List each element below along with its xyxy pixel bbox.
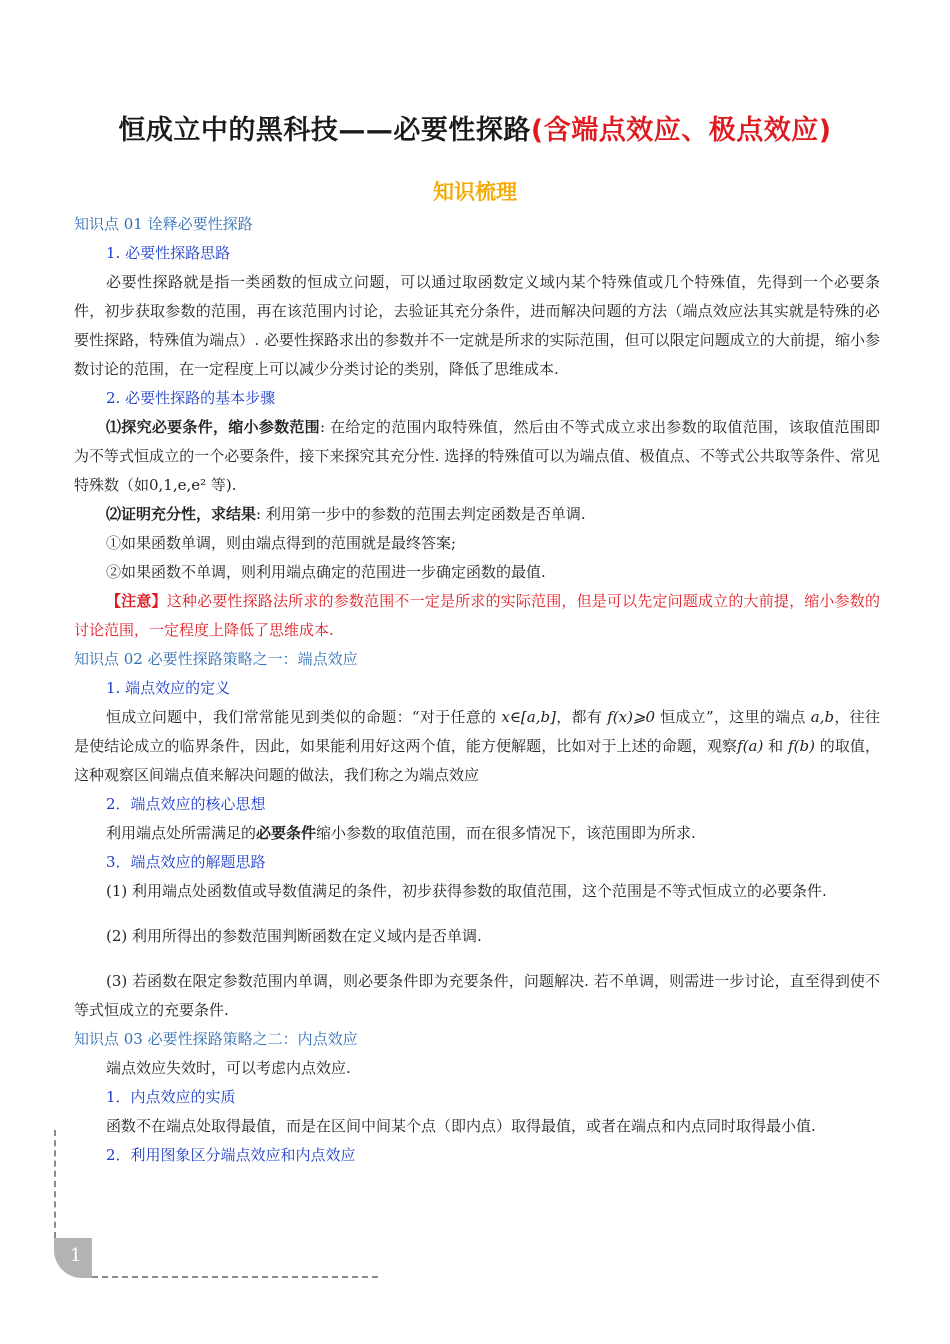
kp3-s1-text: 函数不在端点处取得最值，而是在区间中间某个点（即内点）取得最值，或者在端点和内点同时取得最小值. xyxy=(106,1117,816,1135)
math-fx-ge-zero: f(x)⩾0 xyxy=(607,708,656,726)
kp2-s2-strong: 必要条件 xyxy=(256,824,317,842)
kp2-s1-f: 的取值，这种观察区间端点值来解决问题的做法，我们称之为端点效应 xyxy=(74,737,880,784)
kp1-note xyxy=(74,587,880,645)
kp2-heading: 知识点 02 必要性探路策略之一：端点效应 xyxy=(74,650,358,668)
math-interval: x∈[a,b] xyxy=(501,708,556,726)
math-fa: f(a) xyxy=(737,737,764,755)
kp3-intro: 端点效应失效时，可以考虑内点效应. xyxy=(106,1059,351,1077)
kp1-s1-text: 必要性探路就是指一类函数的恒成立问题，可以通过取函数定义域内某个特殊值或几个特殊值，先得到一个必要条件，初步获取参数的范围，再在该范围内讨论，去验证其充分条件，进而解决问题的方法（端点效应法其实就是特殊的必要性探路，特殊值为端点）. 必要性探路求出的参数并不一定就是所求的实际范围，但可以限定问题成立的大前提，缩小参数讨论的范围，在一定程度上可以减少分类讨论的类别，降低了思维成本. xyxy=(74,273,880,378)
kp2-s2-b: 缩小参数的取值范围，而在很多情况下，该范围即为所求. xyxy=(316,824,696,842)
document-body xyxy=(74,210,880,1170)
kp1-heading: 知识点 01 诠释必要性探路 xyxy=(74,215,253,233)
step2-text: : 利用第一步中的参数的范围去判定函数是否单调. xyxy=(256,505,586,523)
kp2-s1-a: 恒成立问题中，我们常常能见到类似的命题：“对于任意的 xyxy=(106,708,502,726)
spacer xyxy=(74,906,880,922)
kp1-step1 xyxy=(74,413,880,500)
kp2-s1-b: ，都有 xyxy=(555,708,608,726)
page-decoration-horizontal xyxy=(92,1276,378,1278)
kp1-s1-title: 1. 必要性探路思路 xyxy=(106,244,231,262)
step1-label: ⑴探究必要条件，缩小参数范围 xyxy=(106,418,320,436)
kp3-s1-title: 1．内点效应的实质 xyxy=(106,1088,236,1106)
page-decoration-vertical xyxy=(54,1130,56,1238)
math-fb: f(b) xyxy=(788,737,815,755)
kp3-heading: 知识点 03 必要性探路策略之二：内点效应 xyxy=(74,1030,358,1048)
note-label: 【注意】 xyxy=(106,592,167,610)
kp1-s2-title: 2. 必要性探路的基本步骤 xyxy=(106,389,276,407)
step1-text: : 在给定的范围内取特殊值，然后由不等式成立求出参数的取值范围，该取值范围即为不等式恒成立的一个必要条件，接下来探究其充分性. 选择的特殊值可以为端点值、极值点、不等式公共取等条件、常见特殊数（如0,1,e,e² 等). xyxy=(74,418,880,494)
kp2-s1-c: 恒成立”，这里的端点 xyxy=(655,708,811,726)
spacer xyxy=(74,951,880,967)
page-number: 1 xyxy=(70,1245,82,1266)
kp2-s1-title: 1. 端点效应的定义 xyxy=(106,679,231,697)
kp2-s1-d: ，往往是使结论成立的临界条件，因此，如果能利用好这两个值，能方便解题，比如对于上述的命题，观察 xyxy=(74,708,880,755)
math-endpoints: a,b xyxy=(810,708,835,726)
kp2-s2-a: 利用端点处所需满足的 xyxy=(106,824,257,842)
kp2-s3-p3: (3) 若函数在限定参数范围内单调，则必要条件即为充要条件，问题解决. 若不单调，则需进一步讨论，直至得到使不等式恒成立的充要条件. xyxy=(74,972,880,1019)
kp2-s1-e: 和 xyxy=(763,737,789,755)
step2-label: ⑵证明充分性，求结果 xyxy=(106,505,257,523)
kp3-s2-title: 2．利用图象区分端点效应和内点效应 xyxy=(106,1146,356,1164)
kp2-s3-p1: (1) 利用端点处函数值或导数值满足的条件，初步获得参数的取值范围，这个范围是不等式恒成立的必要条件. xyxy=(106,882,827,900)
note-text: 这种必要性探路法所求的参数范围不一定是所求的实际范围，但是可以先定问题成立的大前提，缩小参数的讨论范围，一定程度上降低了思维成本. xyxy=(74,592,880,639)
title-highlight: (含端点效应、极点效应) xyxy=(530,115,832,146)
kp1-step2 xyxy=(74,500,880,529)
page-title xyxy=(0,108,950,147)
title-main: 恒成立中的黑科技——必要性探路 xyxy=(118,115,531,146)
kp2-s2-text xyxy=(74,819,880,848)
kp1-case2: ②如果函数不单调，则利用端点确定的范围进一步确定函数的最值. xyxy=(106,563,546,581)
kp1-case1: ①如果函数单调，则由端点得到的范围就是最终答案; xyxy=(106,534,457,552)
kp2-s3-p2: (2) 利用所得出的参数范围判断函数在定义域内是否单调. xyxy=(106,927,482,945)
kp2-s3-title: 3．端点效应的解题思路 xyxy=(106,853,266,871)
section-heading: 知识梳理 xyxy=(433,180,517,204)
kp2-s1-text xyxy=(74,703,880,790)
kp2-s2-title: 2．端点效应的核心思想 xyxy=(106,795,266,813)
